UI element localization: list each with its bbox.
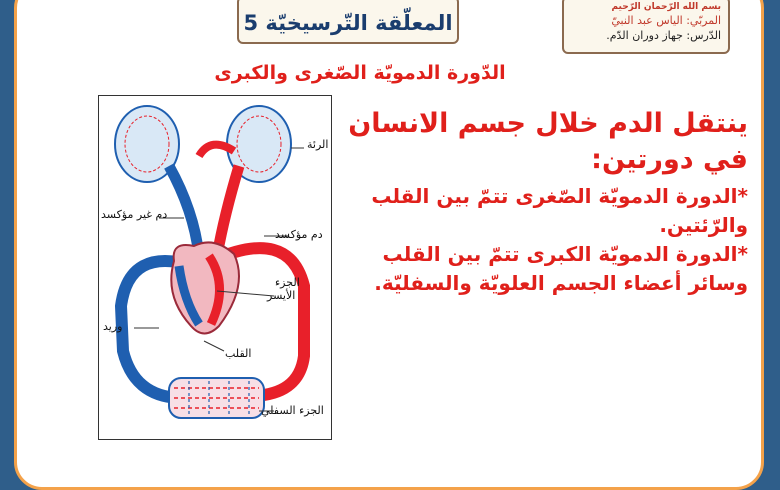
label-heart: القلب <box>225 347 252 360</box>
sheet-title: المعلّقة التّرسيخيّة 5 <box>237 0 459 44</box>
lesson-name: الدّرس: جهاز دوران الدّم. <box>606 29 721 42</box>
section-subtitle: الدّورة الدمويّة الصّغرى والكبرى <box>214 62 506 84</box>
circulation-illustration <box>99 96 332 440</box>
large-circulation-text: *الدورة الدمويّة الكبرى تتمّ بين القلب وسائر أعضاء الجسم العلويّة والسفليّة. <box>374 242 748 295</box>
label-oxygenated: دم مؤكسد <box>275 228 323 241</box>
small-circulation-text: *الدورة الدمويّة الصّغرى تتمّ بين القلب والرّئتين. <box>371 184 748 237</box>
lesson-text <box>340 106 748 298</box>
lower-body-capillaries <box>169 378 264 418</box>
label-lung: الرئة <box>307 138 329 151</box>
label-deoxygenated: دم غير مؤكسد <box>101 208 168 221</box>
label-vein: وريد <box>103 320 123 333</box>
lungs-illustration <box>115 106 291 182</box>
label-left-part-2: الأيسر <box>267 289 296 302</box>
label-left-part: الجزء <box>275 276 300 289</box>
circulation-diagram <box>98 95 332 440</box>
teacher-name: المربّي: الياس عبد النبيّ <box>611 14 721 27</box>
heart-illustration <box>171 242 239 333</box>
label-lower-part: الجزء السفلي <box>261 404 324 417</box>
info-box <box>562 0 730 54</box>
basmala: بسم الله الرّحمان الرّحيم <box>611 2 721 12</box>
lesson-heading: ينتقل الدم خلال جسم الانسان في دورتين: <box>348 108 748 175</box>
